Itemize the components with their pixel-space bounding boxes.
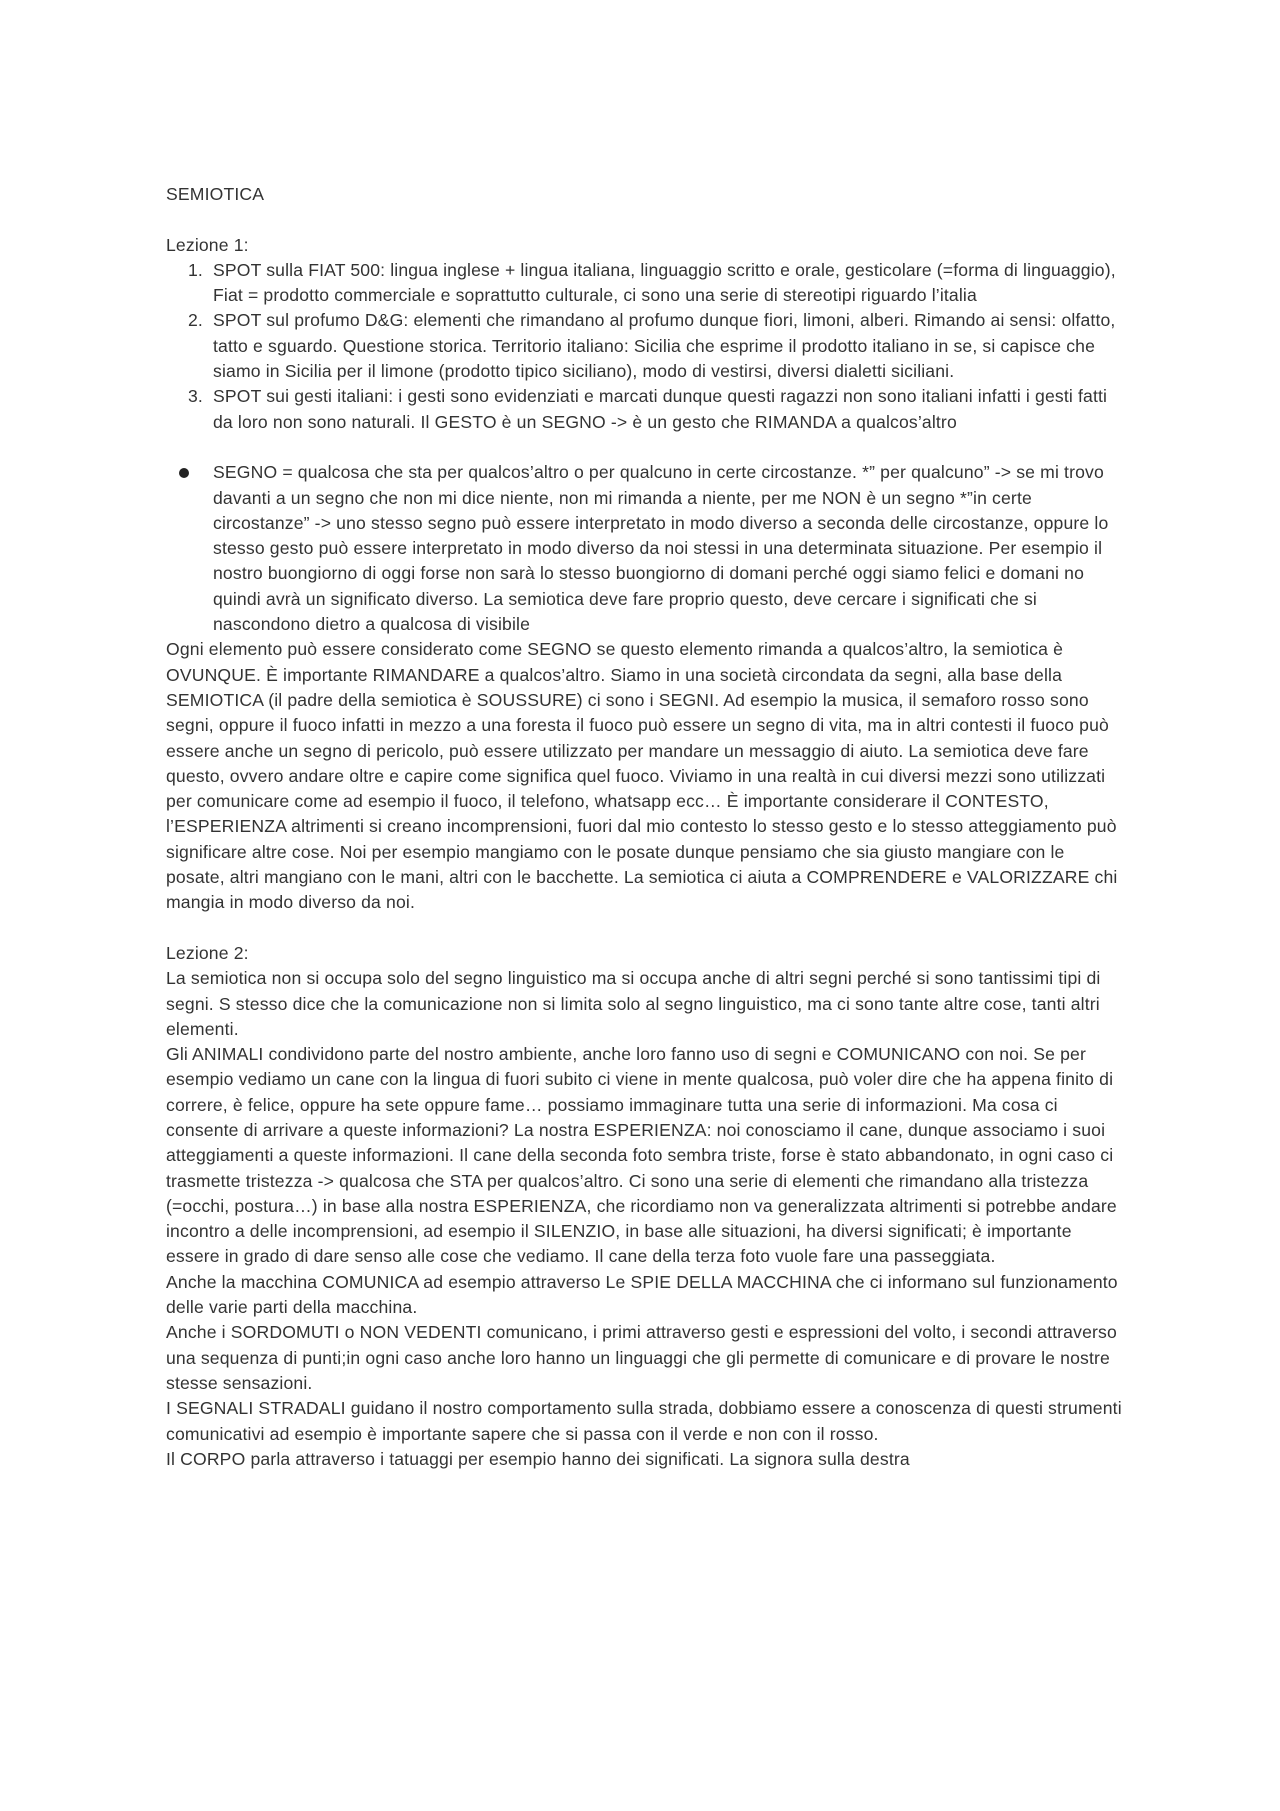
list-item-text: SPOT sul profumo D&G: elementi che rimandano al profumo dunque fiori, limoni, alberi. Rimando ai sensi: olfatto, tatto e sguardo. Questione storica. Territorio italiano: Sicilia che esprime il prodotto italiano in se, si capisce che siamo in Sicilia per il limone (prodotto tipico siciliano), modo di vestirsi, diversi dialetti siciliani. xyxy=(213,310,1116,382)
lesson-1-list xyxy=(166,258,1122,435)
list-number: 2. xyxy=(188,310,203,331)
lesson-2-paragraph: Il CORPO parla attraverso i tatuaggi per esempio hanno dei significati. La signora sulla destra xyxy=(166,1448,910,1469)
bullet-item xyxy=(166,460,1122,637)
document-title: SEMIOTICA xyxy=(166,184,265,204)
lesson-1-bullets xyxy=(166,460,1122,637)
list-item-text: SPOT sui gesti italiani: i gesti sono evidenziati e marcati dunque questi ragazzi non sono italiani infatti i gesti fatti da loro non sono naturali. Il GESTO è un SEGNO -> è un gesto che RIMANDA a qualcos’altro xyxy=(213,386,1108,432)
spacer xyxy=(166,916,1122,941)
lesson-2-paragraph: Anche la macchina COMUNICA ad esempio attraverso Le SPIE DELLA MACCHINA che ci informano sul funzionamento delle varie parti della macchina. xyxy=(166,1271,1118,1318)
lesson-2-paragraph: Anche i SORDOMUTI o NON VEDENTI comunicano, i primi attraverso gesti e espressioni del volto, i secondi attraverso una sequenza di punti;in ogni caso anche loro hanno un linguaggi che gli permette di comunicare e di provare le nostre stesse sensazioni. xyxy=(166,1322,1117,1393)
lesson-2-paragraph: La semiotica non si occupa solo del segno linguistico ma si occupa anche di altri segni perché si sono tantissimi tipi di segni. S stesso dice che la comunicazione non si limita solo al segno linguistico, ma ci sono tante altre cose, tanti altri elementi. xyxy=(166,968,1101,1039)
lesson-2-heading: Lezione 2: xyxy=(166,942,249,963)
spacer xyxy=(166,435,1122,460)
bullet-icon xyxy=(179,468,189,478)
lesson-1-paragraph: Ogni elemento può essere considerato come SEGNO se questo elemento rimanda a qualcos’altro, la semiotica è OVUNQUE. È importante RIMANDARE a qualcos’altro. Siamo in una società circondata da segni, alla base della SEMIOTICA (il padre della semiotica è SOUSSURE) ci sono i SEGNI. Ad esempio la musica, il semaforo rosso sono segni, oppure il fuoco infatti in mezzo a una foresta il fuoco può essere un segno di vita, ma in altri contesti il fuoco può essere anche un segno di pericolo, può essere utilizzato per mandare un messaggio di aiuto. La semiotica deve fare questo, ovvero andare oltre e capire come significa quel fuoco. Viviamo in una realtà in cui diversi mezzi sono utilizzati per comunicare come ad esempio il fuoco, il telefono, whatsapp ecc… È importante considerare il CONTESTO, l’ESPERIENZA altrimenti si creano incomprensioni, fuori dal mio contesto lo stesso gesto e lo stesso atteggiamento può significare altre cose. Noi per esempio mangiamo con le posate dunque pensiamo che sia giusto mangiare con le posate, altri mangiano con le mani, altri con le bacchette. La semiotica ci aiuta a COMPRENDERE e VALORIZZARE chi mangia in modo diverso da noi. xyxy=(166,639,1118,913)
spacer xyxy=(166,207,1122,232)
list-number: 1. xyxy=(188,259,203,280)
lesson-2-paragraph: I SEGNALI STRADALI guidano il nostro comportamento sulla strada, dobbiamo essere a conoscenza di questi strumenti comunicativi ad esempio è importante sapere che si passa con il verde e non con il rosso. xyxy=(166,1398,1122,1444)
list-item xyxy=(166,384,1122,435)
lesson-2-paragraph: Gli ANIMALI condividono parte del nostro ambiente, anche loro fanno uso di segni e COMUNICANO con noi. Se per esempio vediamo un cane con la lingua di fuori subito ci viene in mente qualcosa, può voler dire che ha appena finito di correre, è felice, oppure ha sete oppure fame… possiamo immaginare tutta una serie di informazioni. Ma cosa ci consente di arrivare a queste informazioni? La nostra ESPERIENZA: noi conosciamo il cane, dunque associamo i suoi atteggiamenti a queste informazioni. Il cane della seconda foto sembra triste, forse è stato abbandonato, in ogni caso ci trasmette tristezza -> qualcosa che STA per qualcos’altro. Ci sono una serie di elementi che rimandano alla tristezza (=occhi, postura…) in base alla nostra ESPERIENZA, che ricordiamo non va generalizzata altrimenti si potrebbe andare incontro a delle incomprensioni, ad esempio il SILENZIO, in base alle situazioni, ha diversi significati; è importante essere in grado di dare senso alle cose che vediamo. Il cane della terza foto vuole fare una passeggiata. xyxy=(166,1044,1117,1267)
document-page xyxy=(166,182,1122,1472)
lesson-1-heading: Lezione 1: xyxy=(166,234,249,255)
bullet-text: SEGNO = qualcosa che sta per qualcos’altro o per qualcuno in certe circostanze. *” per qualcuno” -> se mi trovo davanti a un segno che non mi dice niente, non mi rimanda a niente, per me NON è un segno *”in certe circostanze” -> uno stesso segno può essere interpretato in modo diverso a seconda delle circostanze, oppure lo stesso gesto può essere interpretato in modo diverso da noi stessi in una determinata situazione. Per esempio il nostro buongiorno di oggi forse non sarà lo stesso buongiorno di domani perché oggi siamo felici e domani no quindi avrà un significato diverso. La semiotica deve fare proprio questo, deve cercare i significati che si nascondono dietro a qualcosa di visibile xyxy=(213,462,1109,635)
list-item xyxy=(166,258,1122,309)
list-item-text: SPOT sulla FIAT 500: lingua inglese + lingua italiana, linguaggio scritto e orale, gesticolare (=forma di linguaggio), Fiat = prodotto commerciale e soprattutto culturale, ci sono una serie di stereotipi riguardo l’italia xyxy=(213,259,1116,306)
list-number: 3. xyxy=(188,386,203,407)
list-item xyxy=(166,308,1122,384)
